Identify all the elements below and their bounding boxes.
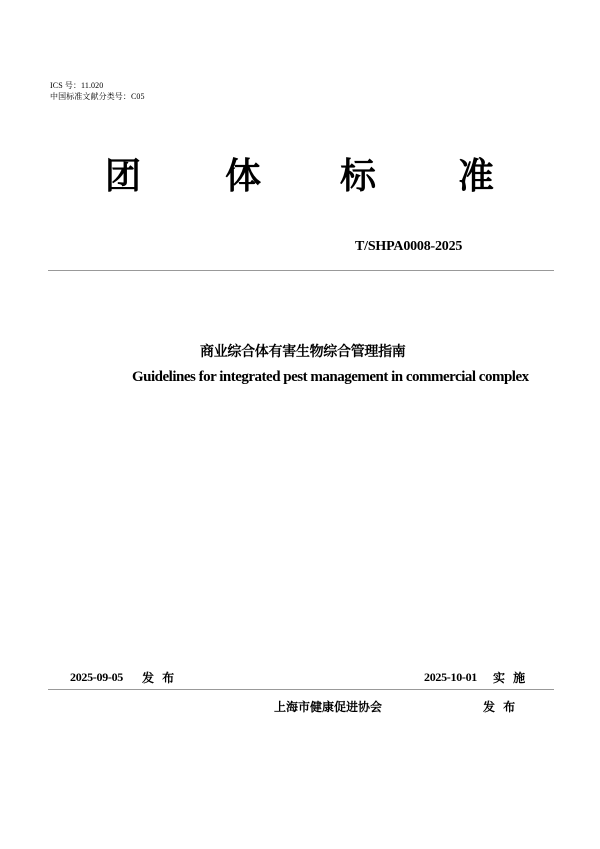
publish-label: 发 布 (142, 671, 177, 685)
ccs-code: 中国标准文献分类号：C05 (50, 92, 145, 101)
implement-date: 2025-10-01 (424, 670, 477, 684)
issuer-label: 发 布 (483, 700, 518, 714)
top-divider (48, 270, 554, 271)
title-char-4: 准 (458, 156, 495, 197)
title-char-2: 体 (225, 156, 262, 197)
title-char-1: 团 (105, 156, 142, 197)
chinese-title: 商业综合体有害生物综合管理指南 (200, 344, 406, 360)
issuer-name: 上海市健康促进协会 (274, 700, 383, 714)
english-title: Guidelines for integrated pest management in commercial complex (132, 369, 529, 385)
title-char-3: 标 (340, 156, 377, 197)
standard-number: T/SHPA0008-2025 (355, 239, 463, 254)
bottom-divider (48, 689, 554, 690)
ics-code: ICS 号：11.020 (50, 81, 104, 90)
implement-label: 实 施 (493, 671, 528, 685)
publish-date: 2025-09-05 (70, 670, 123, 684)
